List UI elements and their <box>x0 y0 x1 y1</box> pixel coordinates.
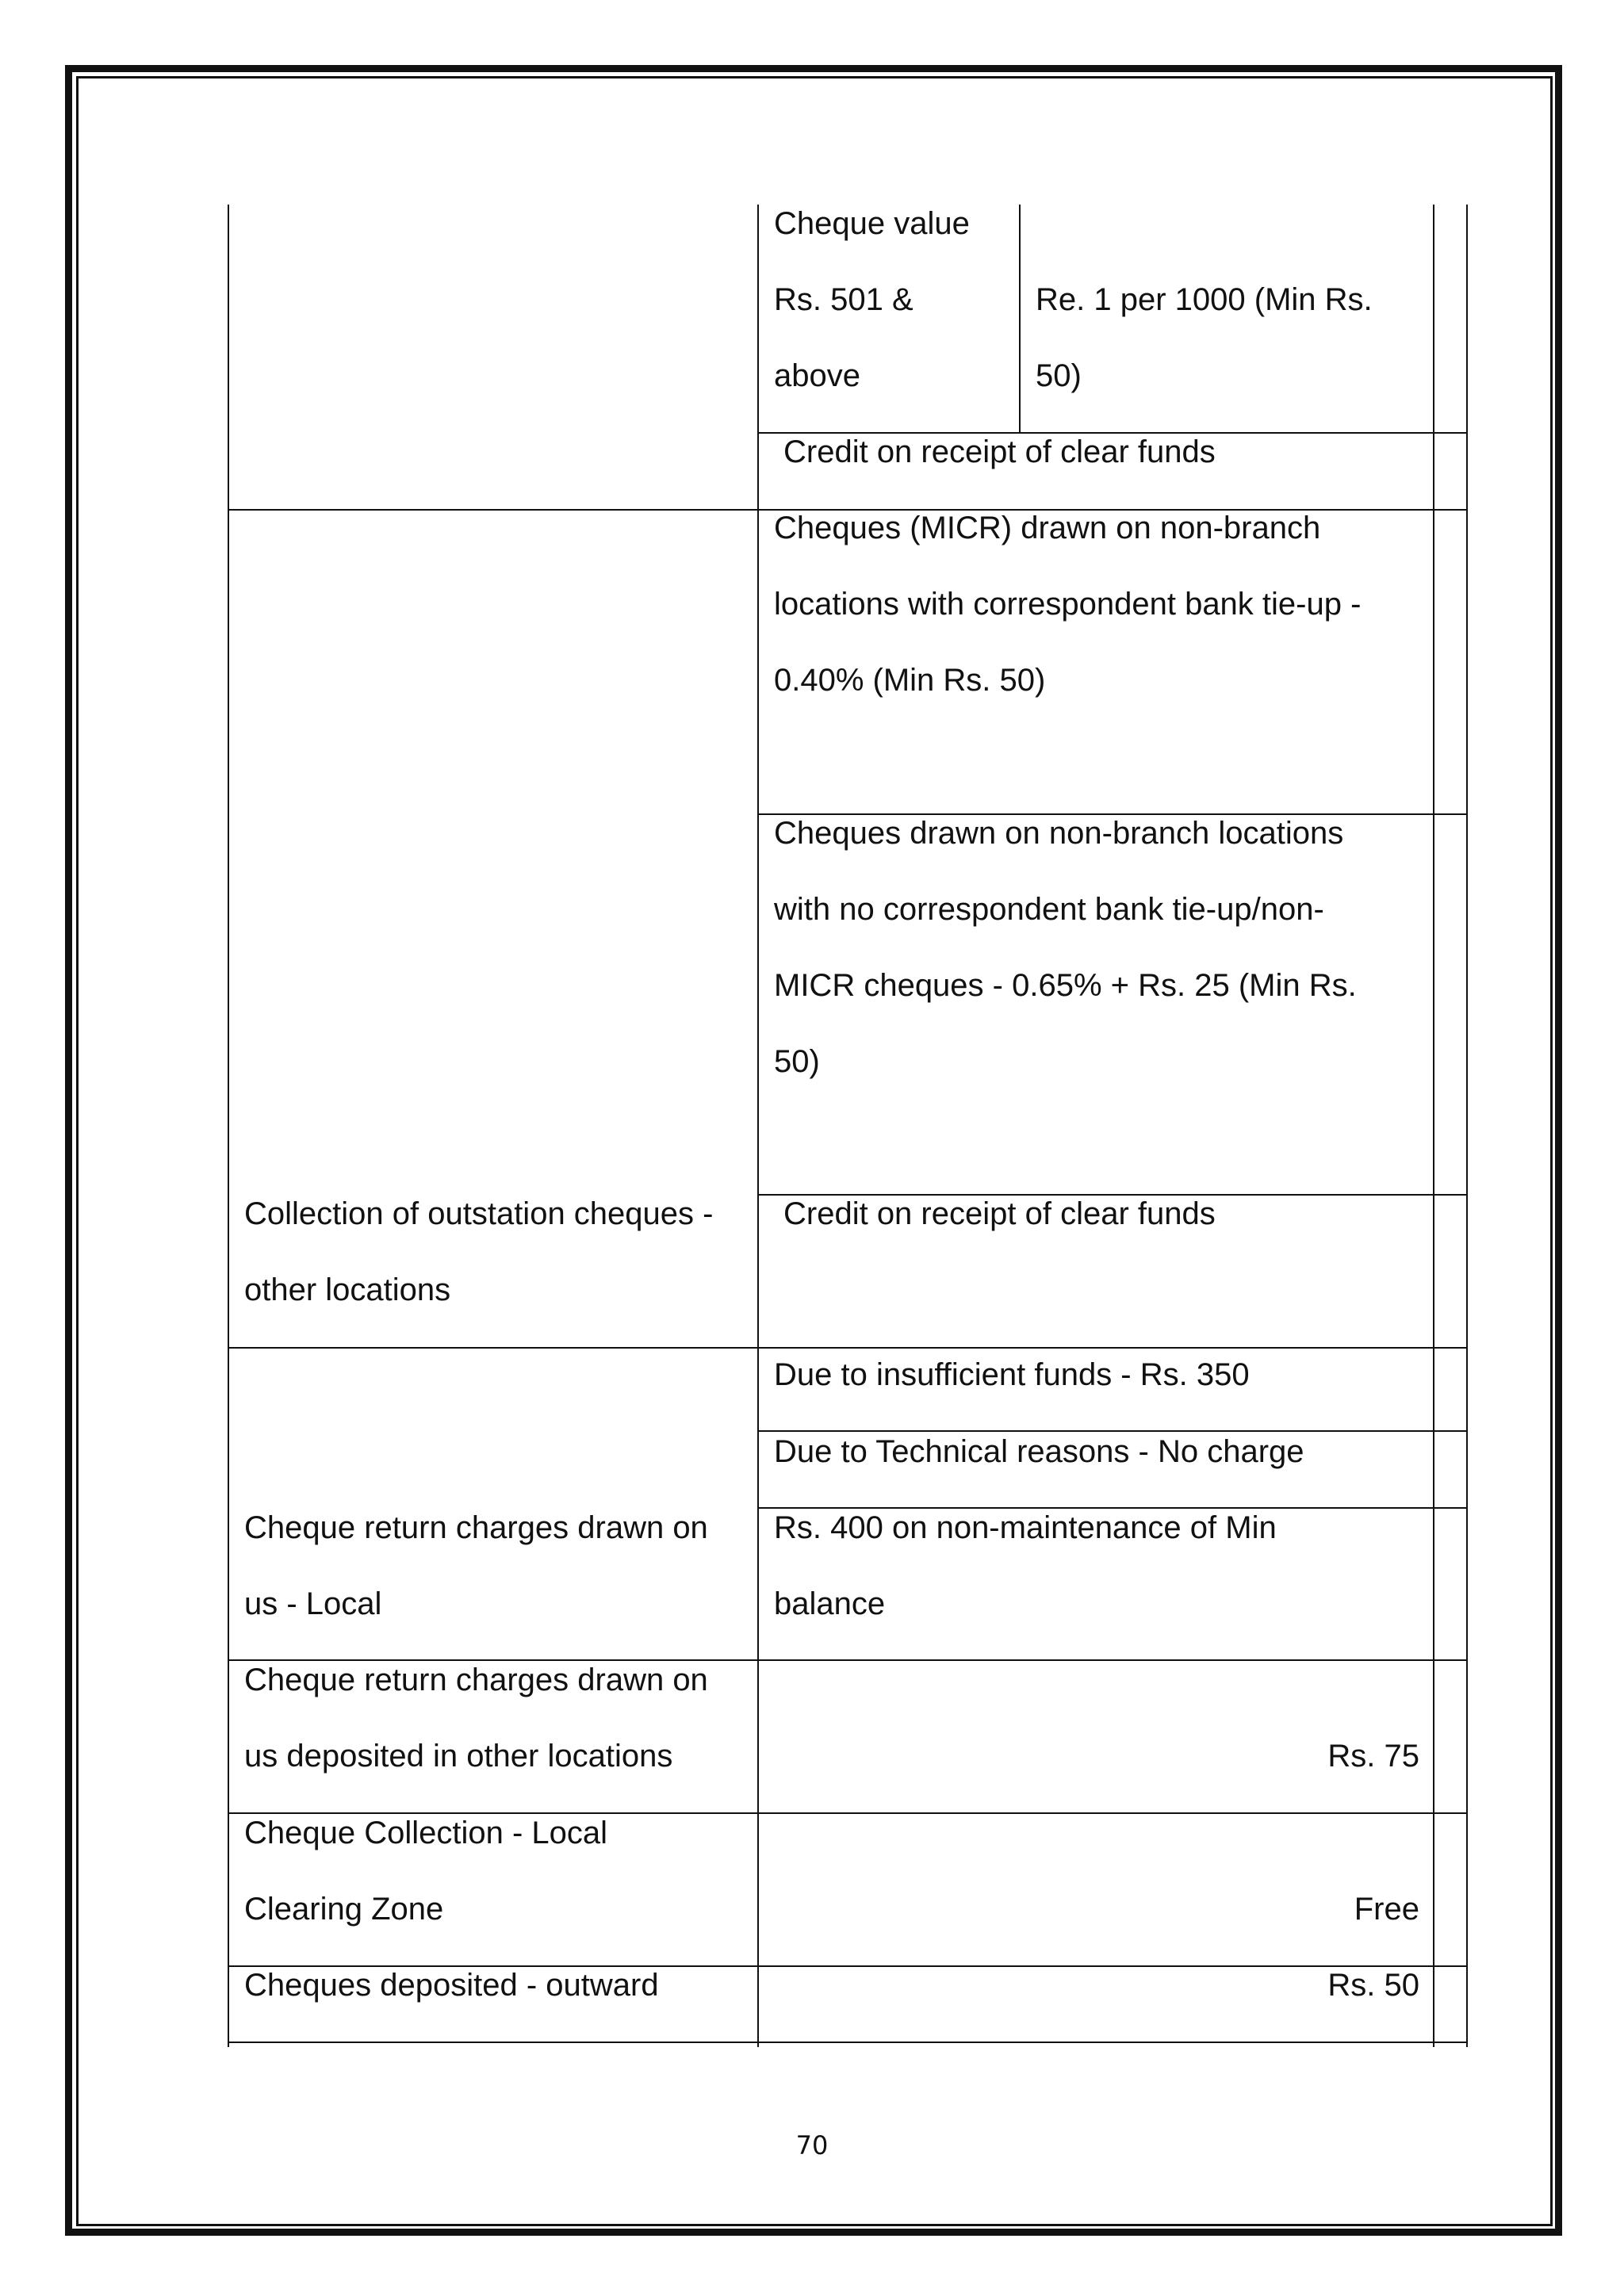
deposited-outward-label: Cheques deposited - outward <box>244 1968 659 2003</box>
return-other-value: Rs. 75 <box>1327 1739 1419 1774</box>
page-number: 70 <box>795 2130 829 2160</box>
collection-local-value: Free <box>1354 1892 1419 1927</box>
return-local-label-line2: us - Local <box>244 1586 382 1621</box>
micr-charge-line1: Cheques (MICR) drawn on non-branch <box>774 511 1321 545</box>
nontieup-charge-line4: 50) <box>774 1044 820 1079</box>
cheque-value-label: Cheque value <box>774 206 970 241</box>
return-other-label-line1: Cheque return charges drawn on <box>244 1663 708 1697</box>
nontieup-charge-line1: Cheques drawn on non-branch locations <box>774 816 1344 851</box>
credit-clear-funds-2: Credit on receipt of clear funds <box>783 1196 1216 1231</box>
credit-clear-funds-1: Credit on receipt of clear funds <box>783 434 1216 469</box>
cheque-rate-line2: 50) <box>1036 358 1082 393</box>
collection-local-label-line2: Clearing Zone <box>244 1892 444 1927</box>
outstation-label-line2: other locations <box>244 1272 451 1307</box>
nontieup-charge-line3: MICR cheques - 0.65% + Rs. 25 (Min Rs. <box>774 968 1357 1003</box>
return-local-label-line1: Cheque return charges drawn on <box>244 1510 708 1545</box>
cheque-value-above: above <box>774 358 860 393</box>
cheque-value-amount: Rs. 501 & <box>774 282 914 317</box>
outstation-label-line1: Collection of outstation cheques - <box>244 1196 714 1231</box>
cheque-rate-line1: Re. 1 per 1000 (Min Rs. <box>1036 282 1373 317</box>
technical-reasons-charge: Due to Technical reasons - No charge <box>774 1434 1304 1469</box>
micr-charge-line2: locations with correspondent bank tie-up - <box>774 587 1362 622</box>
min-balance-charge-line2: balance <box>774 1586 886 1621</box>
collection-local-label-line1: Cheque Collection - Local <box>244 1816 608 1850</box>
nontieup-charge-line2: with no correspondent bank tie-up/non- <box>774 892 1324 927</box>
deposited-outward-value: Rs. 50 <box>1327 1968 1419 2003</box>
micr-charge-line3: 0.40% (Min Rs. 50) <box>774 663 1046 698</box>
return-other-label-line2: us deposited in other locations <box>244 1739 673 1774</box>
insufficient-funds-charge: Due to insufficient funds - Rs. 350 <box>774 1357 1250 1392</box>
min-balance-charge-line1: Rs. 400 on non-maintenance of Min <box>774 1510 1277 1545</box>
